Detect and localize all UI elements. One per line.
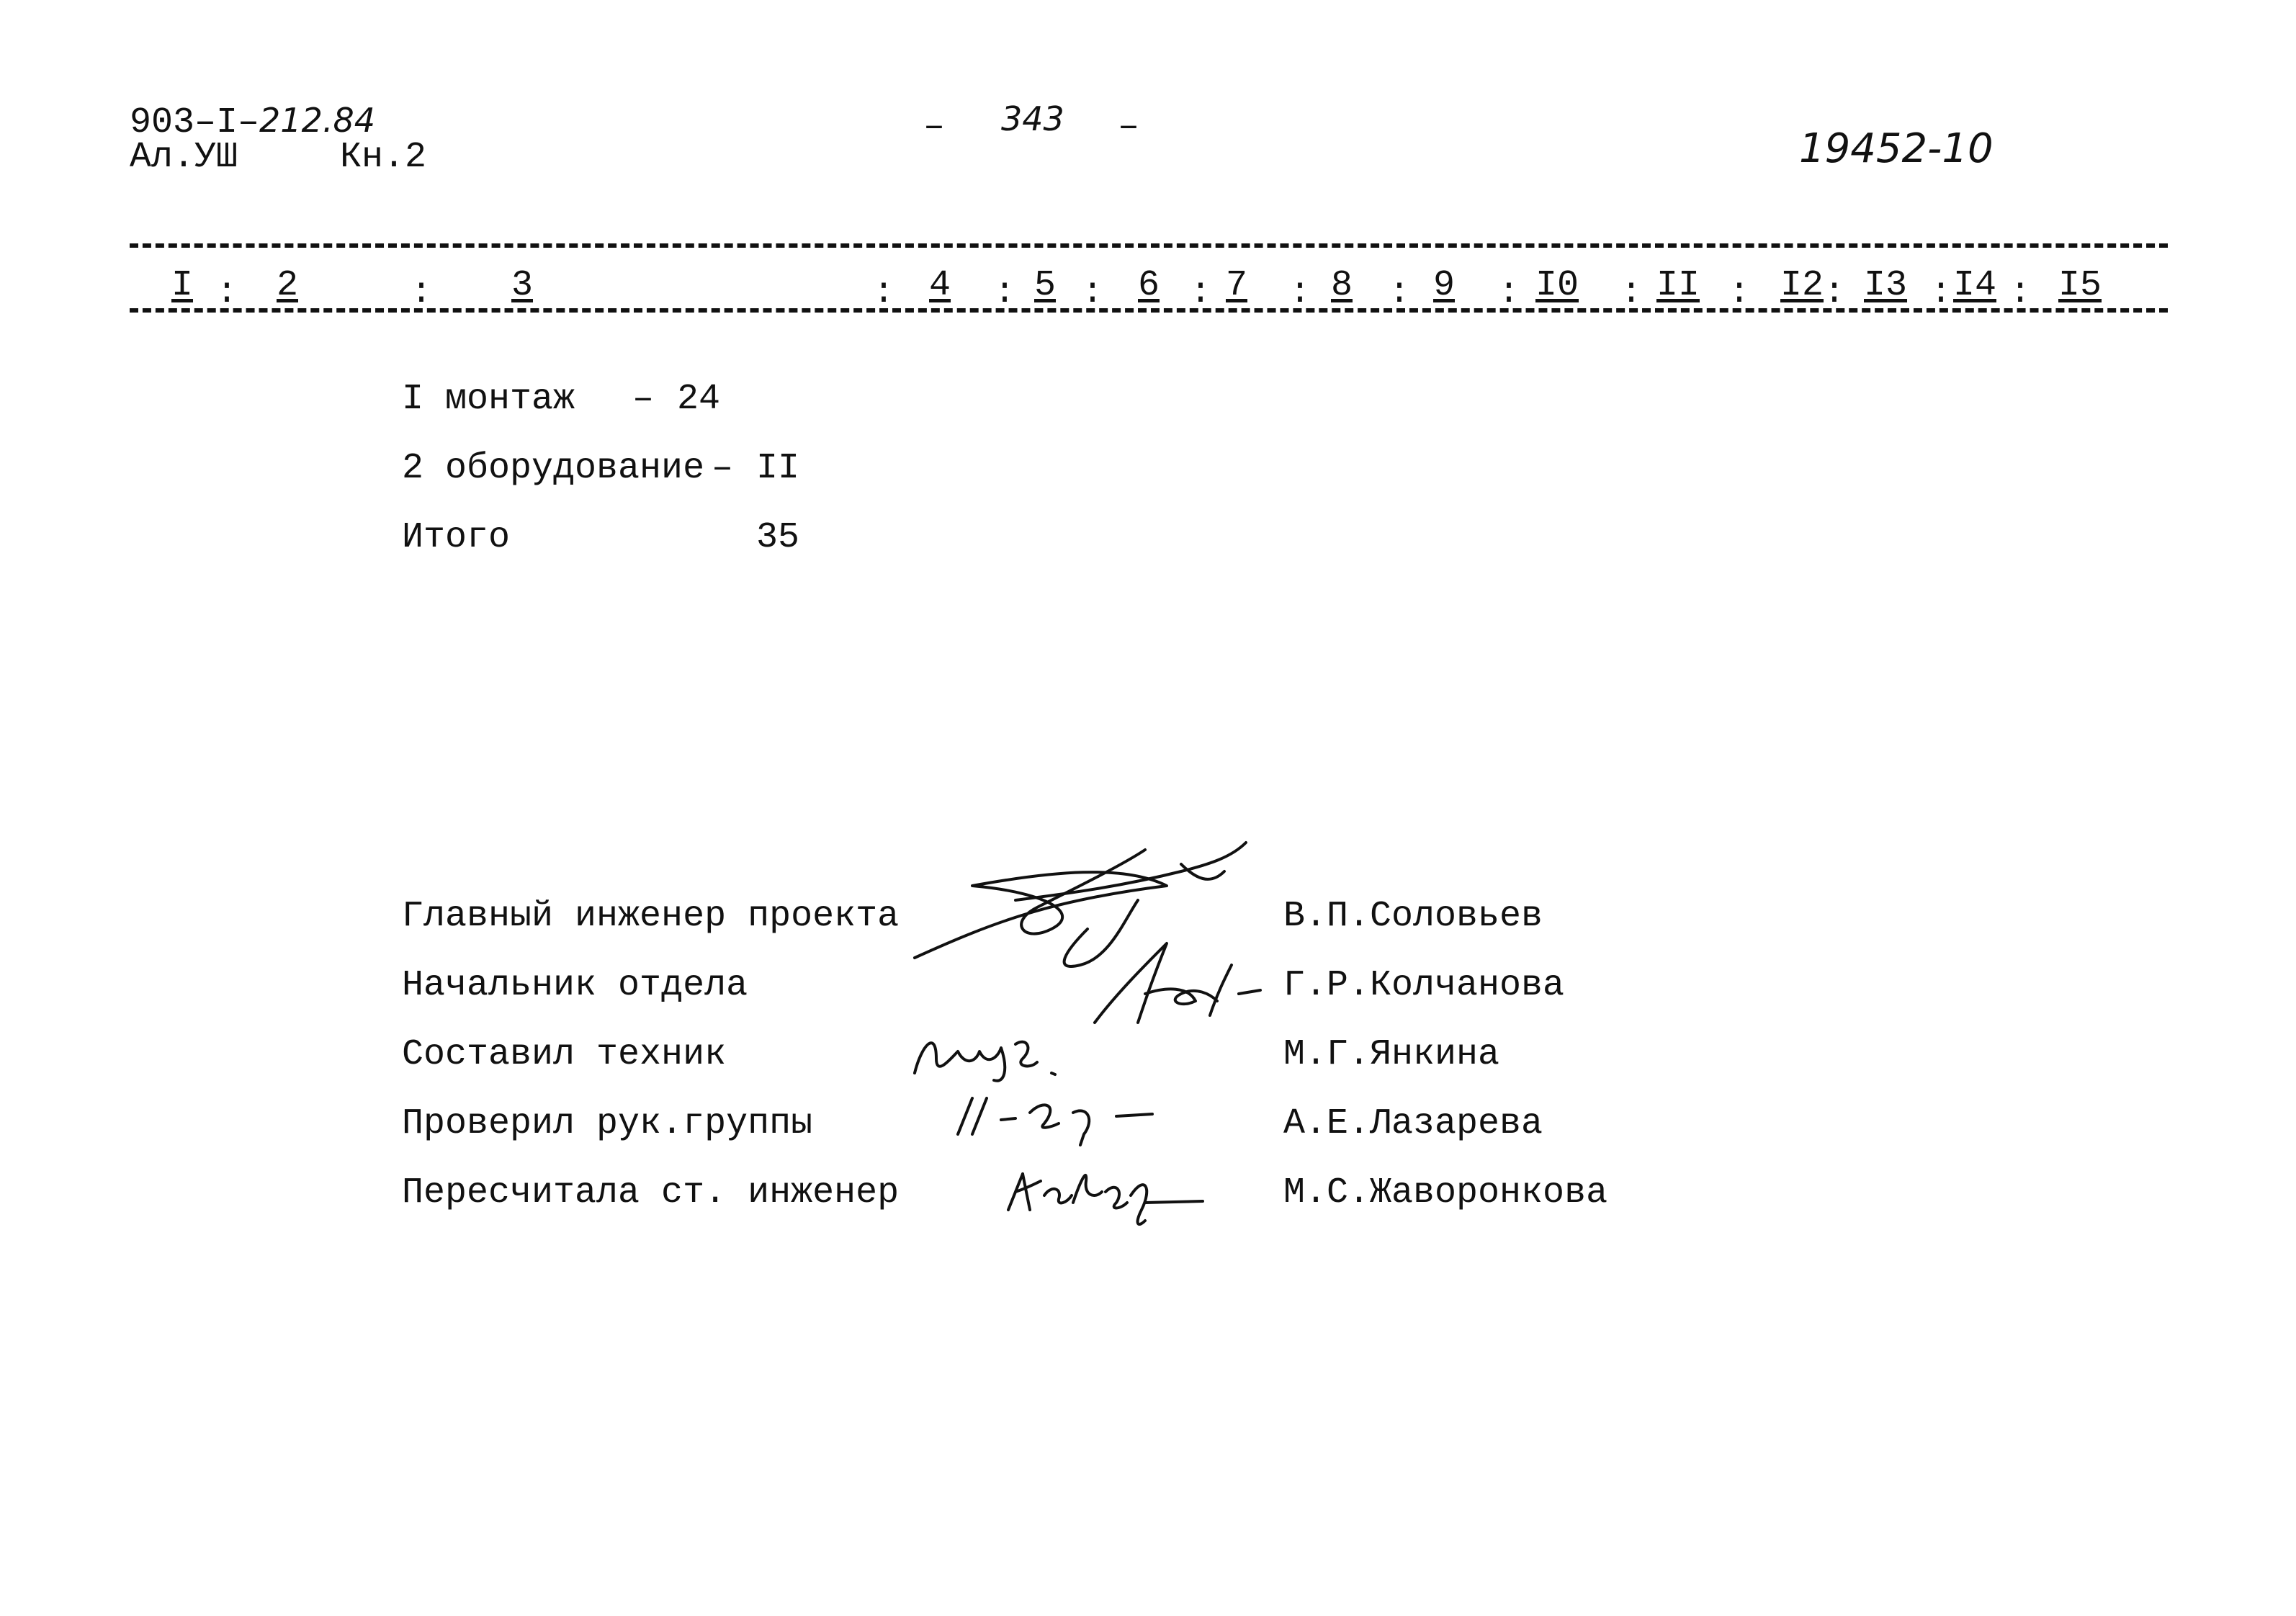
column-separator: :: [411, 272, 433, 313]
column-separator: :: [1620, 272, 1643, 313]
column-separator: :: [2009, 272, 2032, 313]
summary-value-installation: 24: [677, 379, 721, 420]
role-chief-engineer: Главный инженер проекта: [402, 896, 900, 937]
signature-compiled-by: [907, 1015, 1095, 1087]
column-separator: :: [1389, 272, 1411, 313]
column-number: 7: [1226, 265, 1248, 306]
column-separator: :: [1082, 272, 1104, 313]
name-department-head: Г.Р.Колчанова: [1283, 965, 1565, 1006]
album-label: Ал.УШ: [130, 137, 238, 178]
column-number: I0: [1535, 265, 1579, 306]
column-separator: :: [216, 272, 238, 313]
name-compiled-by: М.Г.Янкина: [1283, 1034, 1500, 1075]
header-separator: [130, 243, 2168, 248]
summary-dash-installation: –: [632, 379, 655, 420]
role-compiled-by: Составил техник: [402, 1034, 727, 1075]
page-dash-left: –: [923, 107, 946, 148]
name-checked-by: А.Е.Лазарева: [1283, 1103, 1543, 1144]
column-number: 5: [1034, 265, 1057, 306]
summary-label-installation: I монтаж: [402, 379, 575, 420]
project-code-prefix: 903–I–: [130, 102, 260, 143]
project-code-handwritten: 212.84: [259, 101, 375, 140]
column-separator: :: [994, 272, 1016, 313]
page-number: 343: [1001, 99, 1064, 138]
column-number: I5: [2058, 265, 2102, 306]
summary-label-total: Итого: [402, 517, 511, 558]
summary-dash-equipment: –: [712, 448, 734, 489]
column-separator: :: [1728, 272, 1751, 313]
page-dash-right: –: [1118, 107, 1140, 148]
summary-value-equipment: II: [756, 448, 800, 489]
summary-label-equipment: 2 оборудование: [402, 448, 705, 489]
document-number: 19452-10: [1799, 125, 1994, 172]
role-department-head: Начальник отдела: [402, 965, 748, 1006]
role-checked-by: Проверил рук.группы: [402, 1103, 813, 1144]
column-separator: :: [1824, 272, 1846, 313]
column-separator: :: [1289, 272, 1311, 313]
column-number: 4: [929, 265, 951, 306]
book-label: Кн.2: [340, 137, 427, 178]
column-number: II: [1656, 265, 1700, 306]
name-recalculated-by: М.С.Жаворонкова: [1283, 1172, 1608, 1213]
column-number: 2: [277, 265, 299, 306]
column-separator: :: [1930, 272, 1952, 313]
name-chief-engineer: В.П.Соловьев: [1283, 896, 1543, 937]
column-number: 8: [1331, 265, 1353, 306]
column-number: I2: [1780, 265, 1824, 306]
column-number: 6: [1138, 265, 1160, 306]
column-number: 3: [511, 265, 534, 306]
summary-value-total: 35: [756, 517, 800, 558]
column-separator: :: [1498, 272, 1520, 313]
column-number: 9: [1433, 265, 1456, 306]
role-recalculated-by: Пересчитала ст. инженер: [402, 1172, 900, 1213]
signature-recalculated-by: [1001, 1152, 1217, 1231]
column-separator: :: [1190, 272, 1212, 313]
signature-department-head: [1080, 915, 1268, 1037]
signature-checked-by: [943, 1084, 1160, 1149]
column-number: I3: [1864, 265, 1908, 306]
column-number-rule: [130, 308, 2168, 313]
column-number: I: [171, 265, 194, 306]
column-number: I4: [1953, 265, 1997, 306]
column-separator: :: [873, 272, 895, 313]
